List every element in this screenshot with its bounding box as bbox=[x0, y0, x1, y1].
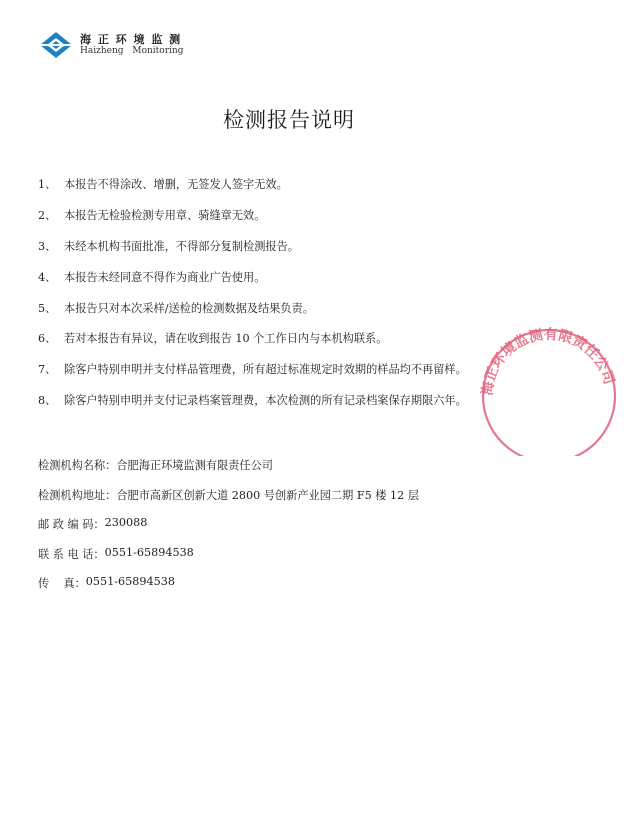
contact-value: 合肥海正环境监测有限责任公司 bbox=[116, 459, 273, 472]
contact-row bbox=[38, 546, 538, 576]
contact-label: 邮 政 编 码： bbox=[38, 518, 105, 532]
notice-item bbox=[38, 300, 538, 331]
notice-item-text: 除客户特别申明并支付样品管理费，所有超过标准规定时效期的样品均不再留样。 bbox=[64, 363, 467, 377]
contact-label: 检测机构地址： bbox=[38, 488, 117, 502]
contact-label: 传 真： bbox=[38, 577, 86, 591]
company-seal bbox=[474, 326, 617, 436]
notice-item-text: 未经本机构书面批准，不得部分复制检测报告。 bbox=[64, 239, 299, 253]
notice-item-number: 5、 bbox=[38, 301, 57, 315]
contact-value: 0551-65894538 bbox=[85, 575, 175, 589]
notice-item-text: 本报告不得涂改、增删，无签发人签字无效。 bbox=[64, 178, 288, 191]
contact-row bbox=[38, 575, 538, 605]
notice-item bbox=[38, 238, 538, 269]
page-title: 检测报告说明 bbox=[223, 108, 355, 132]
contact-row bbox=[38, 516, 538, 546]
notice-item-number: 3、 bbox=[38, 239, 57, 253]
contact-row bbox=[38, 487, 538, 517]
notice-item-number: 4、 bbox=[38, 270, 57, 284]
contact-value: 合肥市高新区创新大道 2800 号创新产业园二期 F5 楼 12 层 bbox=[116, 488, 420, 502]
contact-value: 230088 bbox=[104, 516, 148, 530]
notice-item bbox=[38, 361, 538, 392]
notice-item-text: 本报告未经同意不得作为商业广告使用。 bbox=[64, 270, 266, 284]
notice-item-number: 7、 bbox=[38, 363, 57, 377]
notice-item-text: 本报告只对本次采样/送检的检测数据及结果负责。 bbox=[64, 301, 314, 315]
logo-text bbox=[80, 34, 183, 57]
notice-item-text: 除客户特别申明并支付记录档案管理费，本次检测的所有记录档案保存期限六年。 bbox=[64, 394, 467, 408]
notice-item bbox=[38, 392, 538, 423]
notice-item bbox=[38, 269, 538, 300]
contact-value: 0551-65894538 bbox=[104, 545, 194, 559]
notice-item bbox=[38, 176, 538, 207]
notice-item-text: 若对本报告有异议，请在收到报告 10 个工作日内与本机构联系。 bbox=[64, 332, 388, 346]
contact-info bbox=[38, 457, 538, 605]
svg-text:海正环境监测有限责任公司: 海正环境监测有限责任公司 bbox=[479, 326, 617, 397]
notice-item-number: 8、 bbox=[38, 394, 57, 408]
seal-icon bbox=[474, 326, 624, 456]
contact-label: 联 系 电 话： bbox=[38, 547, 105, 561]
logo-diamond-icon bbox=[38, 30, 74, 60]
contact-row bbox=[38, 457, 538, 487]
notice-list bbox=[38, 176, 538, 423]
notice-item bbox=[38, 330, 538, 361]
logo-english-name: Haizheng Monitoring bbox=[80, 46, 184, 57]
company-logo bbox=[38, 30, 183, 60]
notice-item-number: 1、 bbox=[38, 178, 57, 191]
contact-label: 检测机构名称： bbox=[38, 459, 117, 472]
notice-item bbox=[38, 207, 538, 238]
notice-item-number: 6、 bbox=[38, 332, 57, 346]
logo-chinese-name: 海 正 环 境 监 测 bbox=[80, 32, 182, 46]
notice-item-number: 2、 bbox=[38, 208, 57, 222]
notice-item-text: 本报告无检验检测专用章、骑缝章无效。 bbox=[64, 208, 266, 222]
